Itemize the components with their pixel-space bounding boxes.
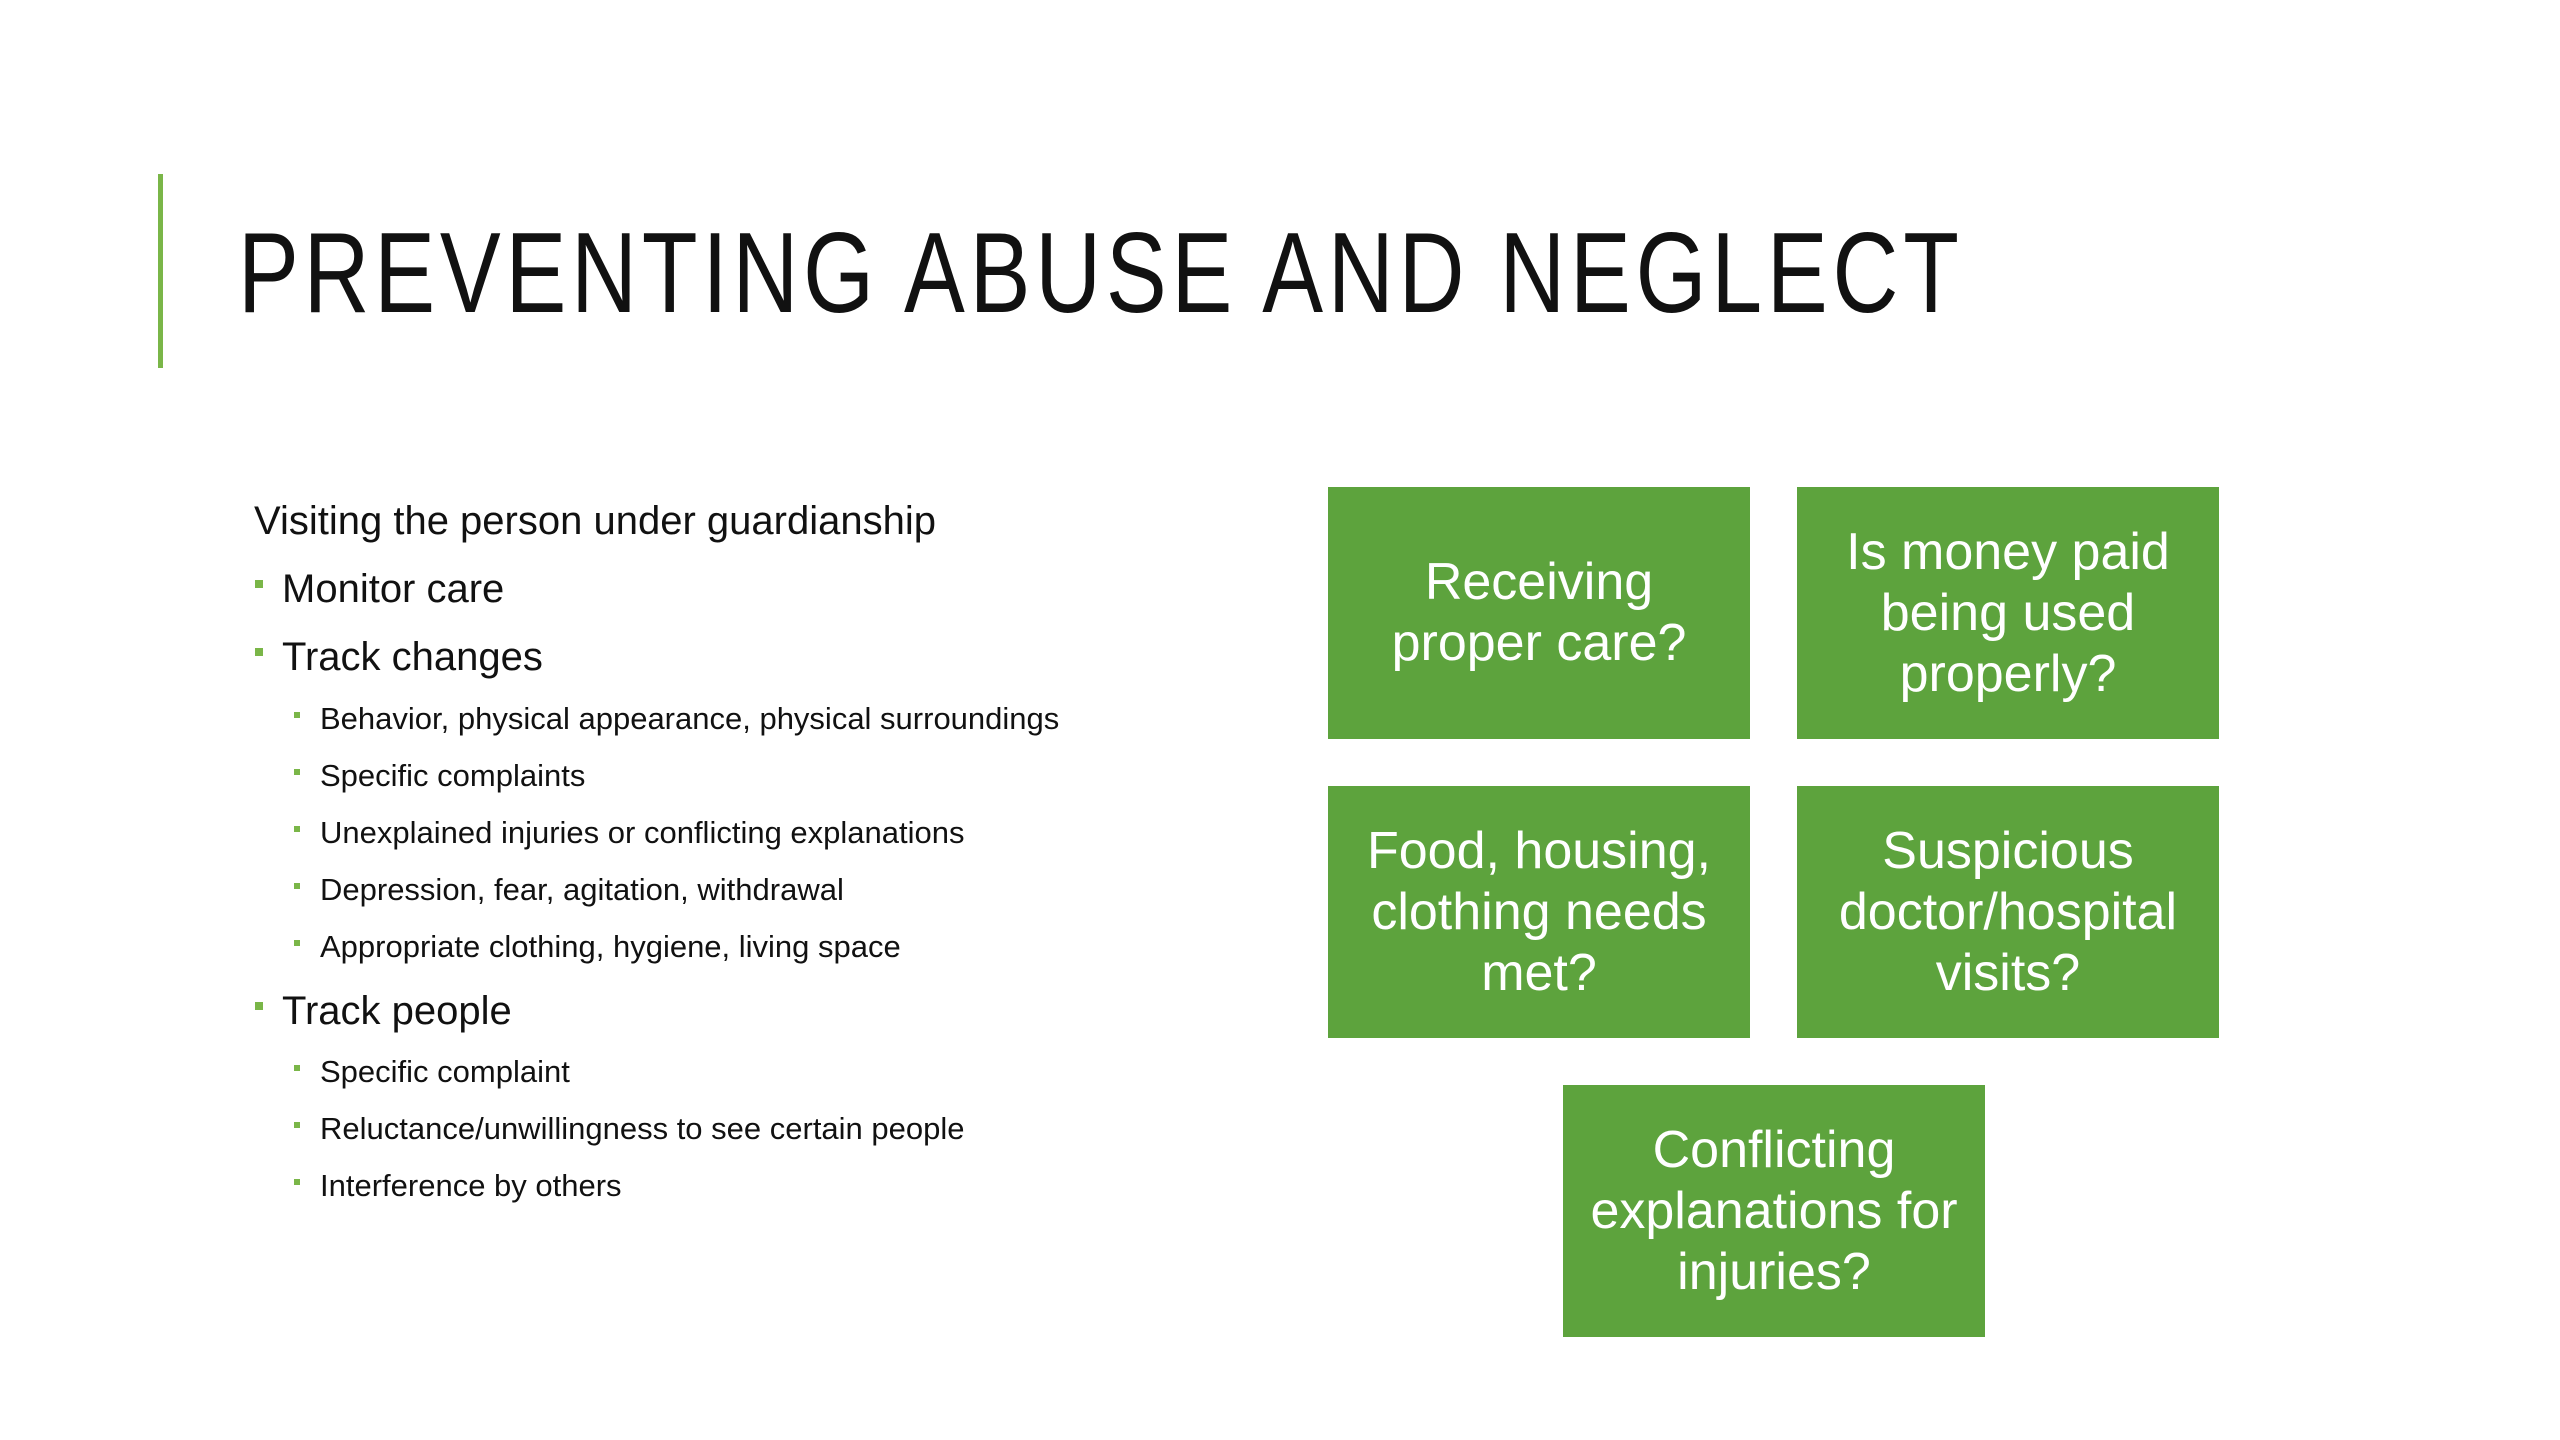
question-box-money	[1797, 487, 2219, 739]
sub-bullet	[320, 756, 585, 796]
sub-bullet	[320, 870, 844, 910]
bullet-marker	[294, 769, 300, 775]
sub-bullet-text: Behavior, physical appearance, physical surroundings	[320, 701, 1060, 736]
bullet-marker	[294, 1065, 300, 1071]
bullet-marker	[294, 940, 300, 946]
sub-bullet-text: Reluctance/unwillingness to see certain people	[320, 1111, 965, 1146]
question-box-text: Is money paid being used properly?	[1846, 522, 2170, 703]
bullet-marker	[294, 1122, 300, 1128]
bullet-text: Track people	[282, 989, 512, 1033]
sub-bullet-text: Specific complaint	[320, 1054, 570, 1089]
bullet-track-changes	[282, 632, 543, 682]
sub-bullet-text: Appropriate clothing, hygiene, living space	[320, 929, 901, 964]
question-box-proper-care	[1328, 487, 1750, 739]
question-box-text: Suspicious doctor/hospital visits?	[1838, 821, 2178, 1002]
sub-bullet	[320, 699, 1059, 739]
bullet-marker	[294, 883, 300, 889]
question-box-doctor-visits	[1797, 786, 2219, 1038]
sub-bullet	[320, 1052, 570, 1092]
sub-bullet-text: Interference by others	[320, 1168, 622, 1203]
title-accent-bar	[158, 174, 163, 368]
sub-bullet-text: Specific complaints	[320, 758, 586, 793]
slide-title: PREVENTING ABUSE AND NEGLECT	[238, 210, 1964, 337]
question-box-text: Conflicting explanations for injuries?	[1590, 1120, 1958, 1301]
bullet-marker	[255, 580, 263, 588]
question-box-text: Food, housing, clothing needs met?	[1366, 821, 1712, 1002]
bullet-monitor-care	[282, 564, 504, 614]
bullet-marker	[294, 712, 300, 718]
bullet-marker	[294, 826, 300, 832]
sub-bullet-text: Depression, fear, agitation, withdrawal	[320, 872, 844, 907]
bullet-marker	[255, 648, 263, 656]
bullet-text: Monitor care	[282, 567, 505, 611]
question-box-conflicting-explanations	[1563, 1085, 1985, 1337]
sub-bullet-text: Unexplained injuries or conflicting explanations	[320, 815, 965, 850]
sub-bullet	[320, 813, 965, 853]
bullet-marker	[255, 1002, 263, 1010]
sub-bullet	[320, 927, 901, 967]
bullet-track-people	[282, 986, 512, 1036]
question-box-text: Receiving proper care?	[1391, 553, 1687, 672]
bullet-list	[254, 0, 1254, 1440]
question-box-food-housing	[1328, 786, 1750, 1038]
sub-bullet	[320, 1166, 622, 1206]
bullet-marker	[294, 1179, 300, 1185]
sub-bullet	[320, 1109, 965, 1149]
intro-text: Visiting the person under guardianship	[254, 499, 936, 543]
bullet-text: Track changes	[282, 635, 543, 679]
